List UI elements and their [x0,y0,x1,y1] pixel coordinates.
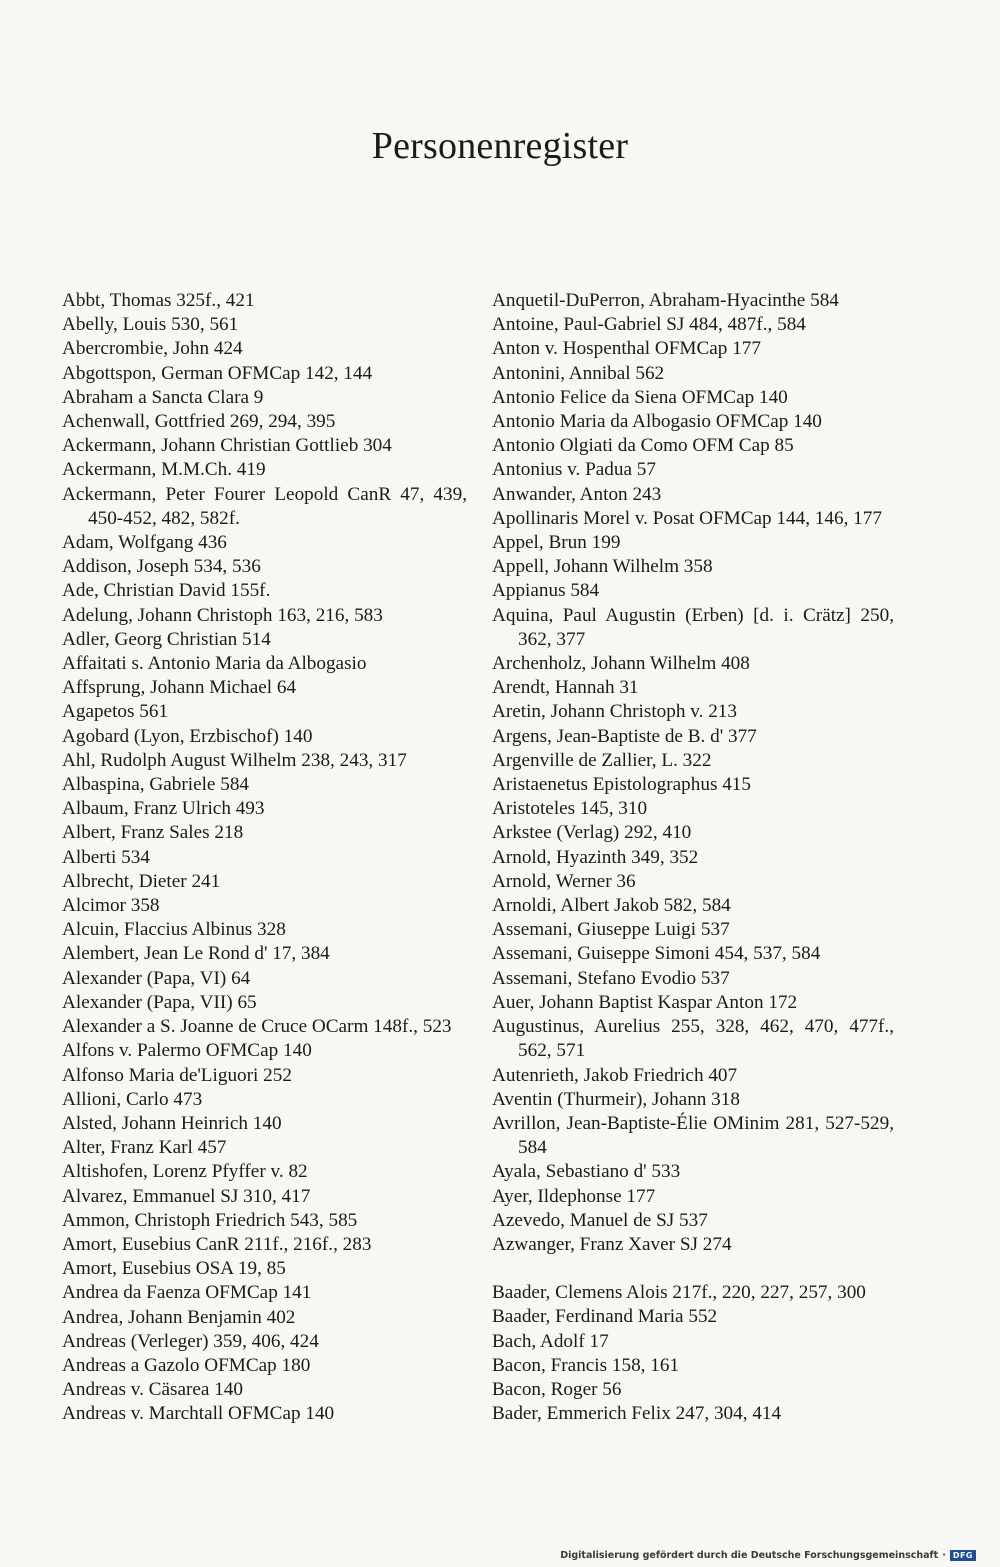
index-entry: Albaspina, Gabriele 584 [62,774,250,796]
index-entry: Bacon, Francis 158, 161 [492,1354,680,1376]
index-entry: Ayala, Sebastiano d' 533 [492,1161,681,1183]
index-entry: Appell, Johann Wilhelm 358 [492,556,713,578]
index-entry: Baader, Clemens Alois 217f., 220, 227, 257, 300 [492,1282,866,1304]
index-entry: Altishofen, Lorenz Pfyffer v. 82 [62,1161,308,1183]
index-entry: Adelung, Johann Christoph 163, 216, 583 [62,604,383,626]
index-entry: Albrecht, Dieter 241 [62,870,221,892]
index-entry: Aretin, Johann Christoph v. 213 [492,701,737,723]
index-entry: Archenholz, Johann Wilhelm 408 [492,653,750,675]
index-column-right [492,289,894,1426]
index-entry: Affaitati s. Antonio Maria da Albogasio [62,653,367,675]
index-entry: Anwander, Anton 243 [492,483,662,505]
index-entry: Achenwall, Gottfried 269, 294, 395 [62,411,336,433]
footer-credit-text: Digitalisierung gefördert durch die Deutsche Forschungsgemeinschaft [560,1550,939,1561]
index-entry: Abraham a Sancta Clara 9 [62,386,264,408]
index-entry: Adam, Wolfgang 436 [62,532,227,554]
index-entry: Assemani, Giuseppe Luigi 537 [492,919,730,941]
index-entry: Agobard (Lyon, Erzbischof) 140 [62,725,313,747]
index-entry: Ade, Christian David 155f. [62,580,271,602]
index-entry: Azevedo, Manuel de SJ 537 [492,1209,708,1231]
index-entry: Alembert, Jean Le Rond d' 17, 384 [62,943,330,965]
index-entry: Alberti 534 [62,846,150,868]
index-entry: Agapetos 561 [62,701,169,723]
index-entry: Antonio Felice da Siena OFMCap 140 [492,386,788,408]
index-entry: Auer, Johann Baptist Kaspar Anton 172 [492,991,798,1013]
index-entry: Ahl, Rudolph August Wilhelm 238, 243, 317 [62,749,407,771]
index-entry: Affsprung, Johann Michael 64 [62,677,297,699]
index-entry: Assemani, Stefano Evodio 537 [492,967,730,989]
index-entry: Antonius v. Padua 57 [492,459,656,481]
index-entry: Assemani, Guiseppe Simoni 454, 537, 584 [492,943,821,965]
index-entry: Anton v. Hospenthal OFMCap 177 [492,338,761,360]
index-entry: Adler, Georg Christian 514 [62,628,271,650]
index-entry: Anquetil-DuPerron, Abraham-Hyacinthe 584 [492,290,839,311]
index-entry: Apollinaris Morel v. Posat OFMCap 144, 146, 177 [492,507,882,529]
index-entry: Ayer, Ildephonse 177 [492,1185,656,1207]
index-entry: Ackermann, Peter Fourer Leopold CanR 47, 439, 450-452, 482, 582f. [62,483,467,529]
index-entry: Alcimor 358 [62,895,160,917]
index-entry: Addison, Joseph 534, 536 [62,556,261,578]
index-entry: Aristoteles 145, 310 [492,798,648,820]
index-entry: Autenrieth, Jakob Friedrich 407 [492,1064,738,1086]
index-entry: Alsted, Johann Heinrich 140 [62,1112,282,1134]
index-entry: Antoine, Paul-Gabriel SJ 484, 487f., 584 [492,314,806,336]
index-entry: Albaum, Franz Ulrich 493 [62,798,265,820]
index-entry: Andreas (Verleger) 359, 406, 424 [62,1330,319,1352]
index-entry: Alfons v. Palermo OFMCap 140 [62,1040,312,1062]
index-entry: Argenville de Zallier, L. 322 [492,749,712,771]
dfg-logo: DFG [950,1550,976,1561]
index-entry: Amort, Eusebius OSA 19, 85 [62,1258,286,1280]
index-entry: Andreas v. Marchtall OFMCap 140 [62,1403,335,1425]
index-entry: Bader, Emmerich Felix 247, 304, 414 [492,1403,782,1425]
index-entry: Alcuin, Flaccius Albinus 328 [62,919,286,941]
index-entry: Andrea da Faenza OFMCap 141 [62,1282,312,1304]
index-entry: Abercrombie, John 424 [62,338,243,360]
index-entry: Arnold, Hyazinth 349, 352 [492,846,699,868]
index-entry: Albert, Franz Sales 218 [62,822,244,844]
index-entry: Abgottspon, German OFMCap 142, 144 [62,362,373,384]
index-entry: Azwanger, Franz Xaver SJ 274 [492,1233,732,1255]
index-entry: Arnoldi, Albert Jakob 582, 584 [492,895,731,917]
index-entry: Appianus 584 [492,580,600,602]
index-entry: Alter, Franz Karl 457 [62,1137,227,1159]
index-entry: Andreas v. Cäsarea 140 [62,1379,243,1401]
index-entry: Aventin (Thurmeir), Johann 318 [492,1088,740,1110]
footer-separator: · [942,1550,946,1561]
index-entry: Alexander (Papa, VI) 64 [62,967,251,989]
index-entry: Ackermann, Johann Christian Gottlieb 304 [62,435,392,457]
page-title: Personenregister [371,125,629,167]
index-entry: Appel, Brun 199 [492,532,621,554]
index-entry: Alexander (Papa, VII) 65 [62,991,257,1013]
index-entry: Aristaenetus Epistolographus 415 [492,774,751,796]
index-entry: Alvarez, Emmanuel SJ 310, 417 [62,1185,311,1207]
index-entry: Ammon, Christoph Friedrich 543, 585 [62,1209,358,1231]
index-entry: Arnold, Werner 36 [492,870,636,892]
index-entry: Andreas a Gazolo OFMCap 180 [62,1354,311,1376]
index-entry: Andrea, Johann Benjamin 402 [62,1306,296,1328]
index-entry: Antonio Maria da Albogasio OFMCap 140 [492,411,822,433]
index-entry: Avrillon, Jean-Baptiste-Élie OMinim 281, 527-529, 584 [492,1112,894,1159]
index-entry: Aquina, Paul Augustin (Erben) [d. i. Crätz] 250, 362, 377 [492,604,894,650]
index-entry: Bacon, Roger 56 [492,1378,622,1400]
index-entry: Ackermann, M.M.Ch. 419 [62,459,266,481]
index-entry: Argens, Jean-Baptiste de B. d' 377 [492,725,757,747]
index-entry: Abbt, Thomas 325f., 421 [62,290,255,311]
index-entry: Amort, Eusebius CanR 211f., 216f., 283 [62,1233,372,1255]
index-entry: Arendt, Hannah 31 [492,677,639,699]
index-entry: Arkstee (Verlag) 292, 410 [492,822,692,844]
index-entry: Baader, Ferdinand Maria 552 [492,1306,718,1328]
index-entry: Bach, Adolf 17 [492,1330,609,1352]
digitization-footer [560,1550,976,1561]
index-entry: Abelly, Louis 530, 561 [62,314,239,336]
index-entry: Antonio Olgiati da Como OFM Cap 85 [492,435,794,457]
index-entry: Alexander a S. Joanne de Cruce OCarm 148f., 523 [62,1016,452,1038]
index-entry: Alfonso Maria de'Liguori 252 [62,1064,292,1086]
index-entry: Antonini, Annibal 562 [492,362,665,384]
index-entry: Allioni, Carlo 473 [62,1088,203,1110]
index-entry: Augustinus, Aurelius 255, 328, 462, 470, 477f., 562, 571 [492,1016,894,1062]
index-column-left [62,289,467,1427]
